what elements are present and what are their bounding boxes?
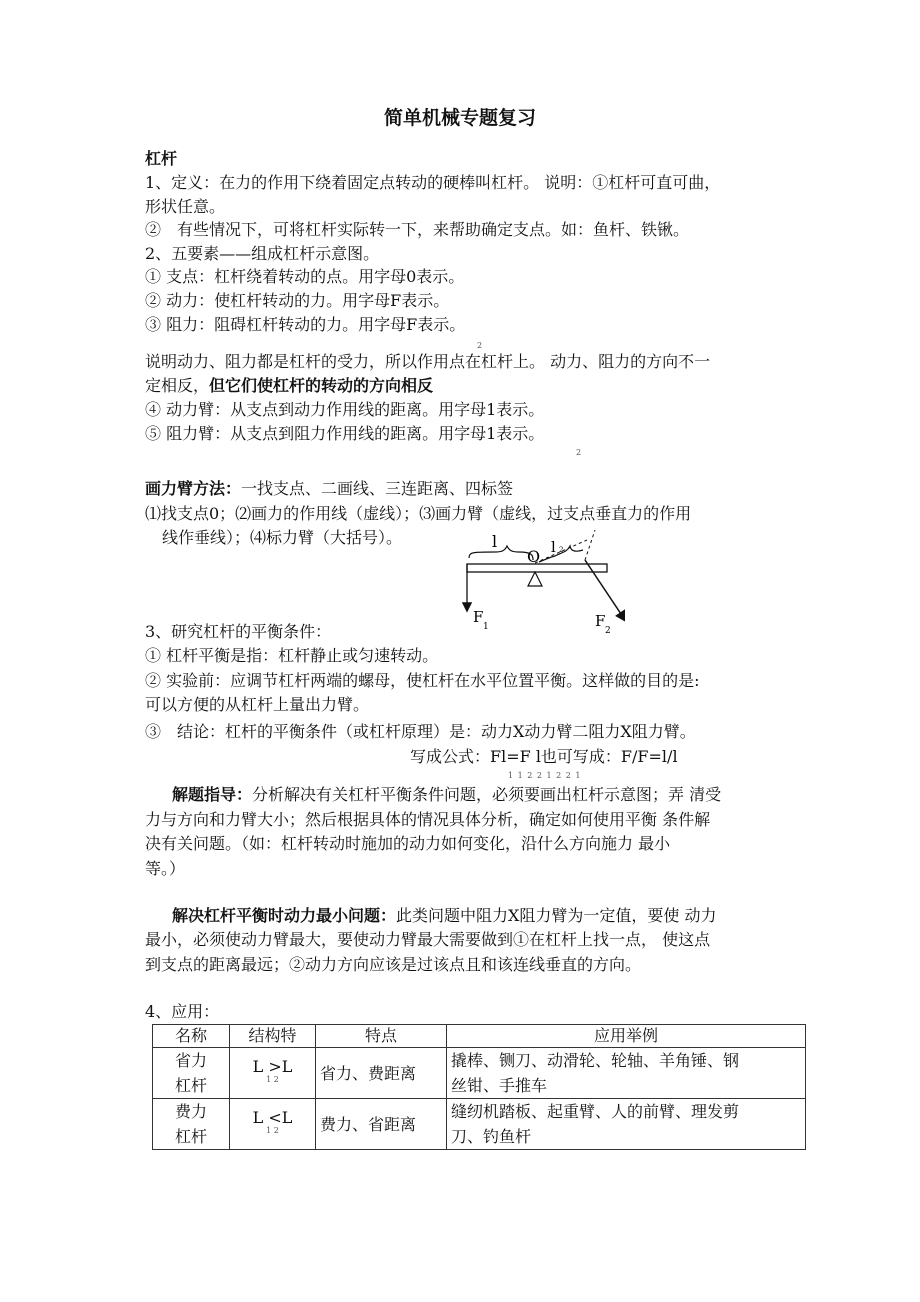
section-heading-lever: 杠杆 <box>145 149 178 168</box>
steps-line-2: 线作垂线）；⑷标力臂（大括号）。 <box>162 528 403 547</box>
header-examples: 应用举例 <box>447 1025 806 1048</box>
subscript-2: 2 <box>576 448 582 457</box>
lever-type-line: 杠杆 <box>174 1127 207 1146</box>
method-label: 画力臂方法： <box>145 479 242 498</box>
label-l2-sub: 2 <box>559 546 564 554</box>
effort-arm-line: ④ 动力臂：从支点到动力作用线的距离。用字母1表示。 <box>145 400 545 419</box>
guide-label: 解题指导： <box>172 785 253 804</box>
feature-cell: 省力、费距离 <box>316 1048 447 1099</box>
formula-line: 写成公式：Fl=F l也可写成：F/F=l/l <box>410 747 678 766</box>
guide-line-3: 决有关问题。（如：杠杆转动时施加的动力如何变化，沿什么方向施力 最小 <box>145 834 671 853</box>
guide-line-2: 力与方向和力臂大小；然后根据具体的情况具体分析，确定如何使用平衡 条件解 <box>145 810 711 829</box>
structure-subscripts: 1 2 <box>266 1074 279 1084</box>
structure-subscripts: 1 2 <box>266 1125 279 1135</box>
structure-text: L <L <box>252 1107 293 1127</box>
examples-line: 丝钳、手推车 <box>451 1076 548 1095</box>
method-text: 一找支点、二画线、三连距离、四标签 <box>241 479 514 498</box>
label-f2: F <box>595 612 606 630</box>
definition-line-2: 形状任意。 <box>145 197 226 216</box>
lever-type-line: 省力 <box>174 1051 207 1070</box>
structure-formula <box>253 1109 293 1135</box>
label-l1: l <box>492 532 498 551</box>
header-structure: 结构特 <box>230 1025 316 1048</box>
table-row <box>153 1048 806 1099</box>
definition-line-1: 1、定义：在力的作用下绕着固定点转动的硬棒叫杠杆。 说明：①杠杆可直可曲， <box>145 173 721 192</box>
label-o: O <box>527 547 541 566</box>
application-heading: 4、应用： <box>145 1002 220 1021</box>
page-title: 简单机械专题复习 <box>383 107 536 129</box>
label-f1: F <box>473 608 484 626</box>
fulcrum-triangle <box>528 572 542 586</box>
examples-cell <box>447 1099 806 1150</box>
lever-type-line: 费力 <box>174 1102 207 1121</box>
header-feature: 特点 <box>316 1025 447 1048</box>
examples-line: 刀、钓鱼杆 <box>451 1127 532 1146</box>
resistance-line: ③ 阻力：阻碍杠杆转动的力。用字母F表示。 <box>145 315 466 334</box>
min-force-line-3: 到支点的距离最远；②动力方向应该是过该点且和该连线垂直的方向。 <box>145 955 642 974</box>
structure-text: L >L <box>252 1056 293 1076</box>
balance-meaning: ① 杠杆平衡是指：杠杆静止或匀速转动。 <box>145 646 439 665</box>
lever-type-line: 杠杆 <box>174 1076 207 1095</box>
table-header-row <box>153 1025 806 1048</box>
explanation-line-1: 说明动力、阻力都是杠杆的受力，所以作用点在杠杆上。 动力、阻力的方向不一 <box>145 352 711 371</box>
label-f1-sub: 1 <box>483 622 489 632</box>
arm-brace-l1 <box>469 546 533 560</box>
method-line <box>145 478 513 500</box>
explanation-text: 定相反， <box>145 376 210 395</box>
subscript-2: 2 <box>477 341 483 350</box>
guide-line-1 <box>172 784 721 806</box>
examples-line: 缝纫机踏板、起重臂、人的前臂、理发剪 <box>451 1102 740 1121</box>
explanation-bold: 但它们使杠杆的转动的方向相反 <box>209 376 434 395</box>
resistance-arm-line: ⑤ 阻力臂：从支点到阻力作用线的距离。用字母1表示。 <box>145 424 545 443</box>
note-line: ② 有些情况下，可将杠杆实际转一下，来帮助确定支点。如：鱼杆、铁锹。 <box>145 220 690 239</box>
feature-cell: 费力、省距离 <box>316 1099 447 1150</box>
examples-cell <box>447 1048 806 1099</box>
formula-subscripts: 1 1 2 2 1 2 2 1 <box>508 771 582 780</box>
steps-line-1: ⑴找支点0；⑵画力的作用线（虚线）；⑶画力臂（虚线，过支点垂直力的作用 <box>145 504 692 523</box>
five-elements-line: 2、五要素——组成杠杆示意图。 <box>145 244 380 263</box>
table-row <box>153 1099 806 1150</box>
balance-heading: 3、研究杠杆的平衡条件： <box>145 622 332 641</box>
force-action-line <box>585 530 595 560</box>
explanation-line-2 <box>145 375 433 397</box>
application-table <box>152 1024 806 1150</box>
conclusion-line: ③ 结论：杠杆的平衡条件（或杠杆原理）是：动力X动力臂二阻力X阻力臂。 <box>145 722 696 741</box>
min-force-line-2: 最小，必须使动力臂最大，要使动力臂最大需要做到①在杠杆上找一点， 使这点 <box>145 930 711 949</box>
min-force-line-1 <box>172 905 717 927</box>
guide-line-4: 等。） <box>145 859 186 878</box>
force-f2-arrow <box>585 560 625 620</box>
experiment-line-2: 可以方便的从杠杆上量出力臂。 <box>145 695 370 714</box>
lever-diagram <box>455 530 625 640</box>
effort-line: ② 动力：使杠杆转动的力。用字母F表示。 <box>145 291 450 310</box>
examples-line: 撬棒、铡刀、动滑轮、轮轴、羊角锤、钢 <box>451 1051 740 1070</box>
lever-type-cell <box>153 1048 230 1099</box>
header-name: 名称 <box>153 1025 230 1048</box>
structure-cell <box>230 1048 316 1099</box>
min-force-text: 此类问题中阻力X阻力臂为一定值，要使 动力 <box>396 906 717 925</box>
label-l2: l <box>551 538 556 556</box>
structure-cell <box>230 1099 316 1150</box>
lever-type-cell <box>153 1099 230 1150</box>
structure-formula <box>253 1058 293 1084</box>
fulcrum-line: ① 支点：杠杆绕着转动的点。用字母0表示。 <box>145 267 465 286</box>
min-force-label: 解决杠杆平衡时动力最小问题： <box>172 906 397 925</box>
experiment-line-1: ② 实验前：应调节杠杆两端的螺母，使杠杆在水平位置平衡。这样做的目的是: <box>145 671 700 690</box>
guide-text: 分析解决有关杠杆平衡条件问题，必须要画出杠杆示意图；弄 清受 <box>252 785 722 804</box>
label-f2-sub: 2 <box>605 626 611 636</box>
